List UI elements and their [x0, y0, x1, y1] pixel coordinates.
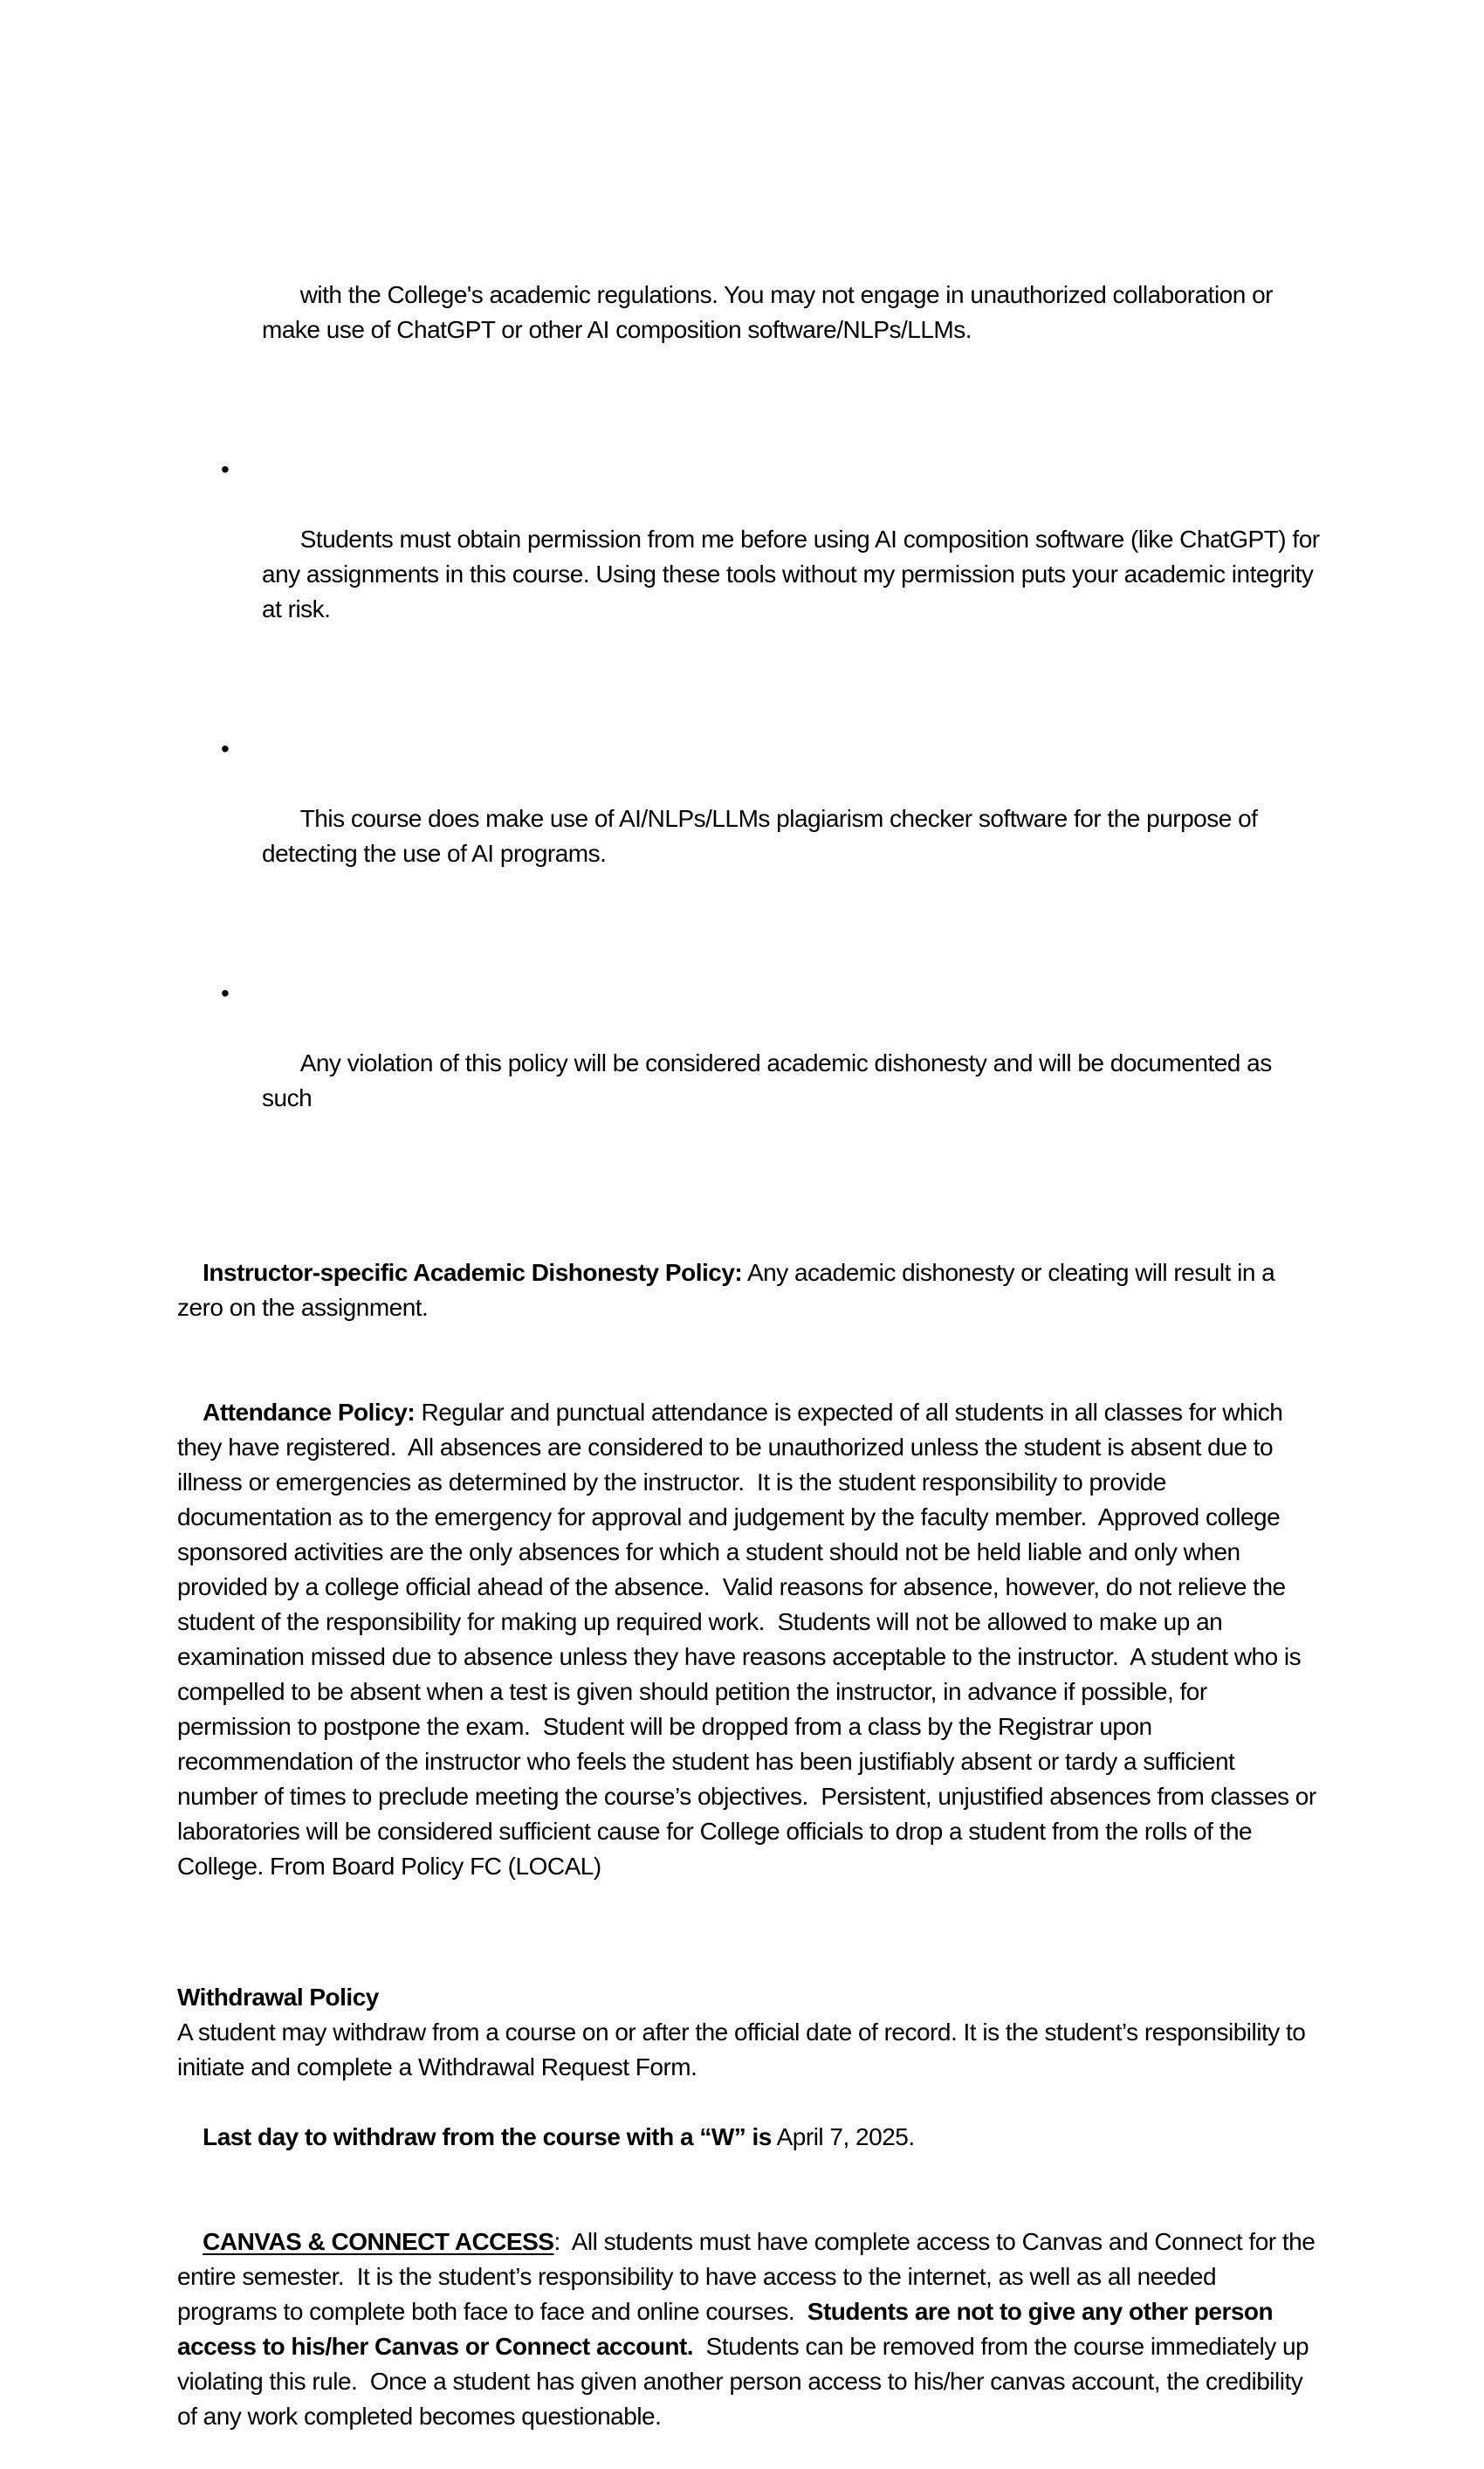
bullet-continuation-text: with the College's academic regulations. You may not engage in unauthorized collaboration or make use of ChatGPT or other AI composition software/NLPs/LLMs.	[262, 281, 1280, 343]
bullet-item-permission	[221, 452, 1326, 662]
bullet-item-text: Students must obtain permission from me before using AI composition software (like ChatGPT) for any assignments in this course. Using these tools without my permission puts your academic integrity at risk.	[262, 526, 1326, 622]
instructor-dishonesty-label: Instructor-specific Academic Dishonesty Policy:	[203, 1259, 743, 1286]
bullet-icon: •	[221, 456, 230, 483]
attendance-policy-text: Regular and punctual attendance is expected of all students in all classes for which they have registered. All absences are considered to be unauthorized unless the student is absent due to illness or emergencies as determined by the instructor. It is the student responsibility to provide documentation as to the emergency for approval and judgement by the faculty member. Approved college sponsored activities are the only absences for which a student should not be held liable and only when provided by a college official ahead of the absence. Valid reasons for absence, however, do not relieve the student of the responsibility for making up required work. Students will not be allowed to make up an examination missed due to absence unless they have reasons acceptable to the instructor. A student who is compelled to be absent when a test is given should petition the instructor, in advance if possible, for permission to postpone the exam. Student will be dropped from a class by the Registrar upon recommendation of the instructor who feels the student has been justifiably absent or tardy a sufficient number of times to preclude meeting the course’s objectives. Persistent, unjustified absences from classes or laboratories will be considered sufficient cause for College officials to drop a student from the rolls of the College. From Board Policy FC (LOCAL)	[177, 1399, 1323, 1880]
withdrawal-policy-text: A student may withdraw from a course on or after the official date of record. It is the student’s responsibility to initiate and complete a Withdrawal Request Form.	[177, 2019, 1312, 2080]
bullet-continuation-item	[262, 243, 1321, 382]
canvas-access-bold-rule: Students are not to give any other person access to his/her Canvas or Connect account.	[177, 2298, 1280, 2360]
bullet-item-violation	[221, 976, 1321, 1151]
attendance-policy-label: Attendance Policy:	[203, 1399, 416, 1426]
canvas-access-heading: CANVAS & CONNECT ACCESS	[203, 2228, 554, 2255]
bullet-icon: •	[221, 980, 230, 1007]
last-day-withdraw-date: April 7, 2025.	[771, 2123, 915, 2150]
ai-policy-bullet-list	[177, 173, 1326, 1221]
canvas-access-rest-text: Students can be removed from the course immediately up violating this rule. Once a student has given another person access to his/her canvas account, the credibility of any work completed becomes questionable.	[177, 2333, 1316, 2430]
withdrawal-policy-heading: Withdrawal Policy	[177, 1984, 379, 2011]
instructor-dishonesty-paragraph	[177, 1221, 1321, 1360]
bullet-icon: •	[221, 735, 230, 762]
bullet-item-text: Any violation of this policy will be considered academic dishonesty and will be documented as such	[262, 1049, 1278, 1111]
bullet-item-text: This course does make use of AI/NLPs/LLMs plagiarism checker software for the purpose of detecting the use of AI programs.	[262, 805, 1264, 867]
instructor-dishonesty-text: Any academic dishonesty or cleating will result in a zero on the assignment.	[177, 1259, 1281, 1321]
last-day-withdraw-label: Last day to withdraw from the course with a “W” is	[203, 2123, 772, 2150]
withdrawal-policy-section	[177, 1980, 1321, 2085]
canvas-access-intro-text: : All students must have complete access to Canvas and Connect for the entire semester. It is the student’s responsibility to have access to the internet, as well as all needed programs to complete both face to face and online courses.	[177, 2228, 1322, 2325]
canvas-access-paragraph	[177, 2190, 1321, 2469]
attendance-policy-paragraph	[177, 1360, 1321, 1919]
bullet-item-plagiarism-checker	[221, 732, 1321, 906]
last-day-withdraw-line	[177, 2085, 1321, 2190]
